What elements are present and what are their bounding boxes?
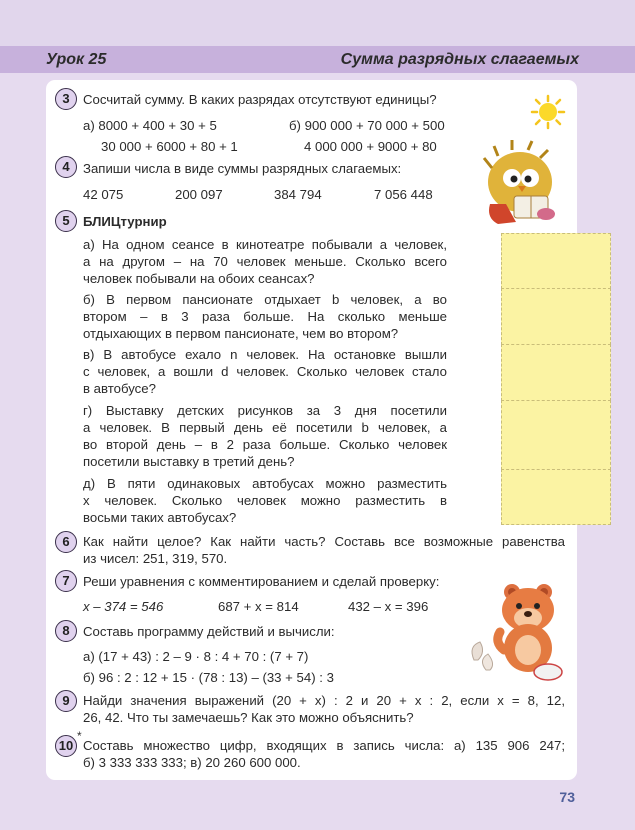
equation: 432 – x = 396 [348,599,429,614]
exercise-8-text: Составь программу действий и вычисли: [83,624,335,639]
answer-box [501,400,611,470]
answer-box [501,469,611,525]
exercise-3-b2: 4 000 000 + 9000 + 80 [304,139,437,154]
equation: 687 + x = 814 [218,599,299,614]
exercise-8-a: а) (17 + 43) : 2 – 9 · 8 : 4 + 70 : (7 + 7) [83,649,309,664]
sun-illustration [530,94,566,130]
top-band [0,0,635,46]
blitz-task-e: д) В пяти одинаковых автобусах можно разместить x человек. Сколько человек можно разместить в восьми таких автобусах? [83,476,447,525]
page-number: 73 [559,789,575,805]
blitz-task-a: а) На одном сеансе в кинотеатре побывали a человек, а на другом – на 70 человек меньше. Сколько всего человек побывали на обоих сеансах? [83,237,447,286]
bear-illustration [464,580,566,684]
blitz-task-b: б) В первом пансионате отдыхает b человек, а во втором – в 3 раза больше. На сколько меньше отдыхающих в первом пансионате, чем во втором? [83,292,447,341]
exercise-number-8: 8 [55,620,77,642]
exercise-10-text: Составь множество цифр, входящих в запись числа: а) 135 906 247; б) 3 333 333 333; в) 20 260 600 000. [83,738,565,770]
blitz-task-c: в) В автобусе ехало n человек. На остановке вышли c человек, а вошли d человек. Сколько человек стало в автобусе? [83,347,447,396]
exercise-number-7: 7 [55,570,77,592]
exercise-4-number: 384 794 [274,187,322,202]
answer-box [501,233,611,289]
exercise-6-text: Как найти целое? Как найти часть? Составь все возможные равенства из чисел: 251, 319, 570. [83,534,565,566]
exercise-3-a2: 30 000 + 6000 + 80 + 1 [101,139,238,154]
lesson-number: Урок 25 [46,51,107,68]
exercise-number-3: 3 [55,88,77,110]
blitz-task-d: г) Выставку детских рисунков за 3 дня посетили a человек. В первый день её посетили b человек, а во второй день – в 2 раза больше. Сколько человек посетили выставку в третий день? [83,403,447,469]
lesson-title: Сумма разрядных слагаемых [340,51,579,68]
owl-reading-illustration [476,138,562,228]
exercise-number-6: 6 [55,531,77,553]
exercise-3-text: Сосчитай сумму. В каких разрядах отсутствуют единицы? [83,92,437,107]
exercise-9-text: Найди значения выражений (20 + x) : 2 и 20 + x : 2, если x = 8, 12, 26, 42. Что ты замечаешь? Как это можно объяснить? [83,693,565,725]
content-card [46,80,577,780]
exercise-5-title: БЛИЦтурнир [83,214,167,229]
equation: x – 374 = 546 [83,599,164,614]
exercise-3-b1: б) 900 000 + 70 000 + 500 [289,118,445,133]
exercise-7-text: Реши уравнения с комментированием и сделай проверку: [83,574,440,589]
difficulty-star: * [77,729,82,743]
exercise-4-number: 200 097 [175,187,223,202]
exercise-8-b: б) 96 : 2 : 12 + 15 · (78 : 13) – (33 + 54) : 3 [83,670,334,685]
exercise-4-number: 7 056 448 [374,187,433,202]
exercise-4-text: Запиши числа в виде суммы разрядных слагаемых: [83,161,402,176]
exercise-number-4: 4 [55,156,77,178]
exercise-number-5: 5 [55,210,77,232]
answer-box [501,288,611,345]
exercise-3-a1: а) 8000 + 400 + 30 + 5 [83,118,217,133]
exercise-4-number: 42 075 [83,187,124,202]
answer-box [501,344,611,401]
exercise-number-9: 9 [55,690,77,712]
exercise-number-10: 10 [55,735,77,757]
lesson-header [0,46,635,73]
